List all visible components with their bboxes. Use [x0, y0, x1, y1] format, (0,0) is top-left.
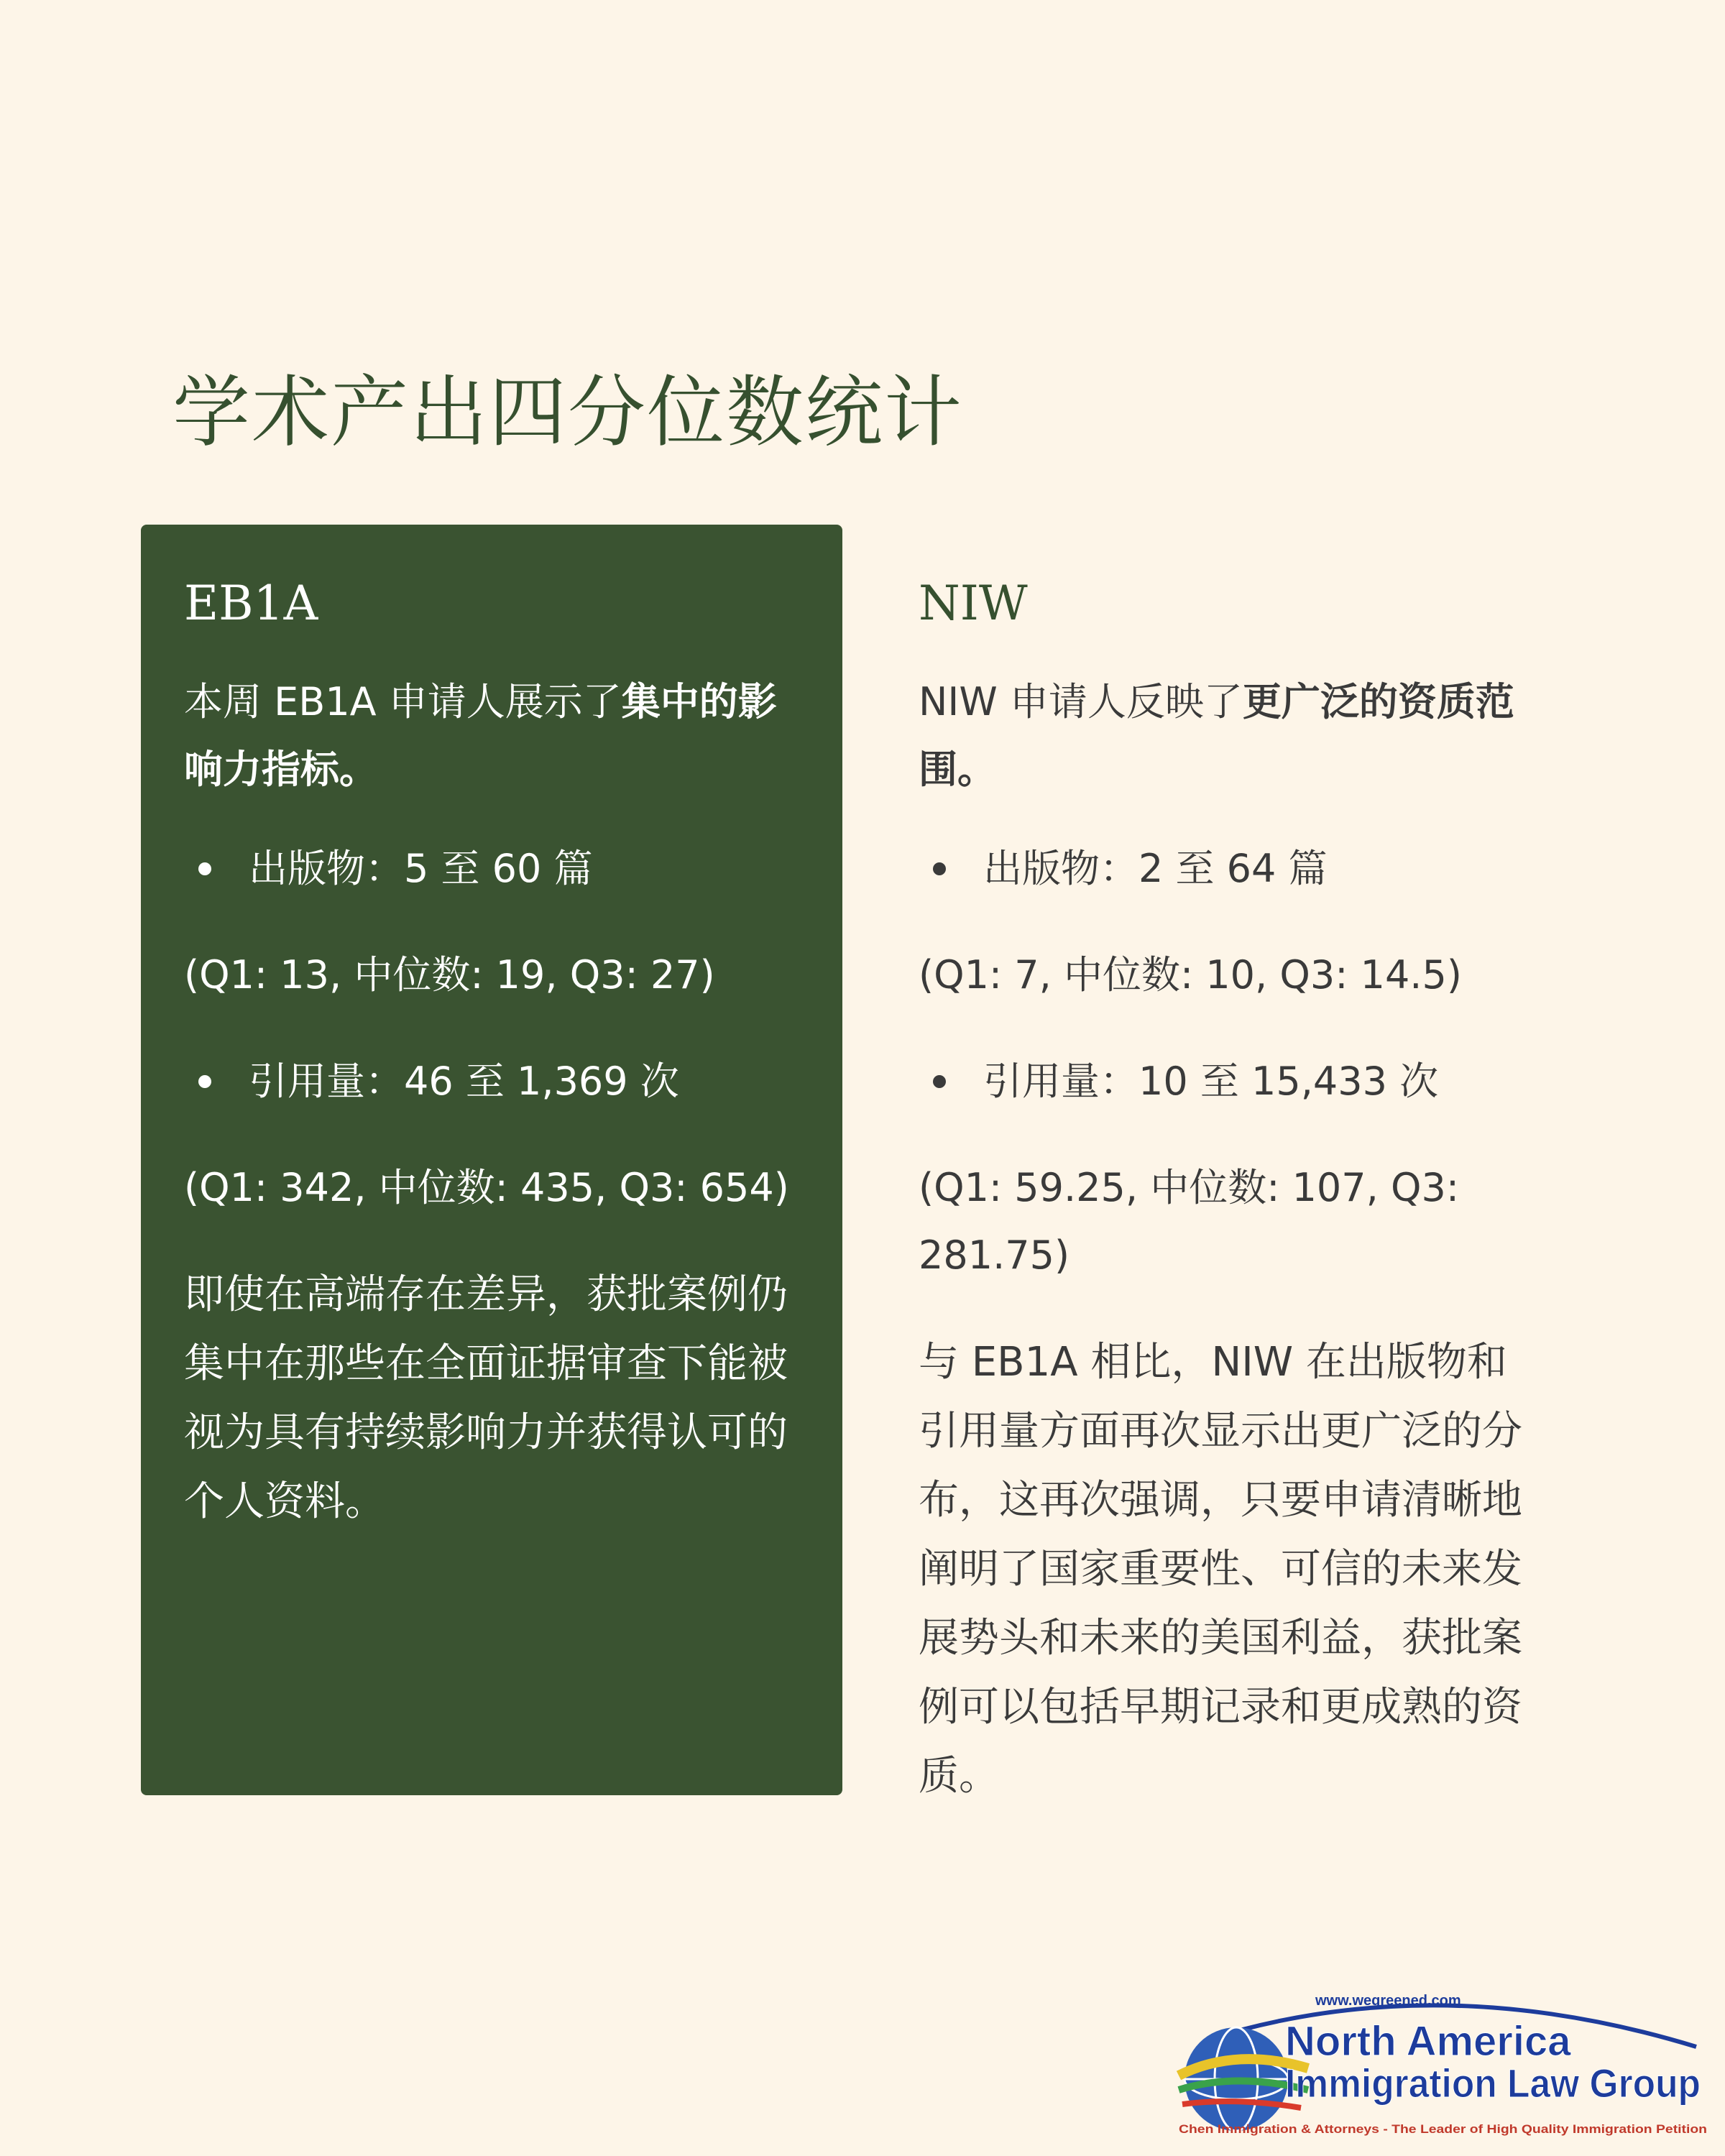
- eb1a-publications-quartiles: (Q1: 13, 中位数: 19, Q3: 27): [184, 952, 715, 998]
- niw-summary: 与 EB1A 相比，NIW 在出版物和引用量方面再次显示出更广泛的分布，这再次强调，只要申请清晰地阐明了国家重要性、可信的未来发展势头和未来的美国利益，获批案例可以包括早期记录和更成熟的资质。: [919, 1339, 1522, 1800]
- bullet-dot-icon: [198, 1075, 211, 1088]
- niw-citations-bullet: [919, 1048, 1577, 1115]
- eb1a-citations-bullet: [184, 1048, 842, 1115]
- eb1a-intro-text: 本周 EB1A 申请人展示了: [184, 679, 622, 724]
- eb1a-citations-quartiles: (Q1: 342, 中位数: 435, Q3: 654): [184, 1165, 789, 1210]
- eb1a-panel: [141, 525, 842, 1795]
- niw-intro: [919, 668, 1522, 803]
- bullet-dot-icon: [933, 862, 946, 875]
- logo-line2: Immigration Law Group: [1285, 2060, 1701, 2106]
- eb1a-summary: 即使在高端存在差异，获批案例仍集中在那些在全面证据审查下能被视为具有持续影响力并获得认可的个人资料。: [184, 1271, 788, 1525]
- niw-citations-range: 引用量：10 至 15,433 次: [983, 1059, 1439, 1104]
- niw-intro-text: NIW 申请人反映了: [919, 679, 1243, 724]
- logo-line1: North America: [1285, 2018, 1571, 2065]
- logo-tagline: Chen Immigration & Attorneys - The Leader of High Quality Immigration Petition: [1179, 2122, 1707, 2136]
- eb1a-publications-range: 出版物：5 至 60 篇: [249, 846, 593, 891]
- niw-publications-bullet: [919, 835, 1577, 903]
- page-title: 学术产出四分位数统计: [172, 368, 964, 458]
- eb1a-intro-highlight: 集中的影响力指标。: [184, 679, 777, 792]
- eb1a-intro: [184, 668, 788, 803]
- company-logo: [1164, 1989, 1711, 2140]
- niw-panel: [875, 525, 1577, 1800]
- niw-citations-quartiles: (Q1: 59.25, 中位数: 107, Q3: 281.75): [919, 1165, 1460, 1278]
- niw-heading: NIW: [919, 576, 1028, 631]
- bullet-dot-icon: [198, 862, 211, 875]
- logo-url: www.wegreened.com: [1315, 1993, 1461, 2009]
- niw-publications-quartiles: (Q1: 7, 中位数: 10, Q3: 14.5): [919, 952, 1462, 998]
- eb1a-heading: EB1A: [184, 576, 318, 631]
- niw-publications-range: 出版物：2 至 64 篇: [983, 846, 1328, 891]
- niw-intro-highlight: 更广泛的资质范围。: [919, 679, 1514, 792]
- bullet-dot-icon: [933, 1075, 946, 1088]
- eb1a-citations-range: 引用量：46 至 1,369 次: [249, 1059, 679, 1104]
- eb1a-publications-bullet: [184, 835, 842, 903]
